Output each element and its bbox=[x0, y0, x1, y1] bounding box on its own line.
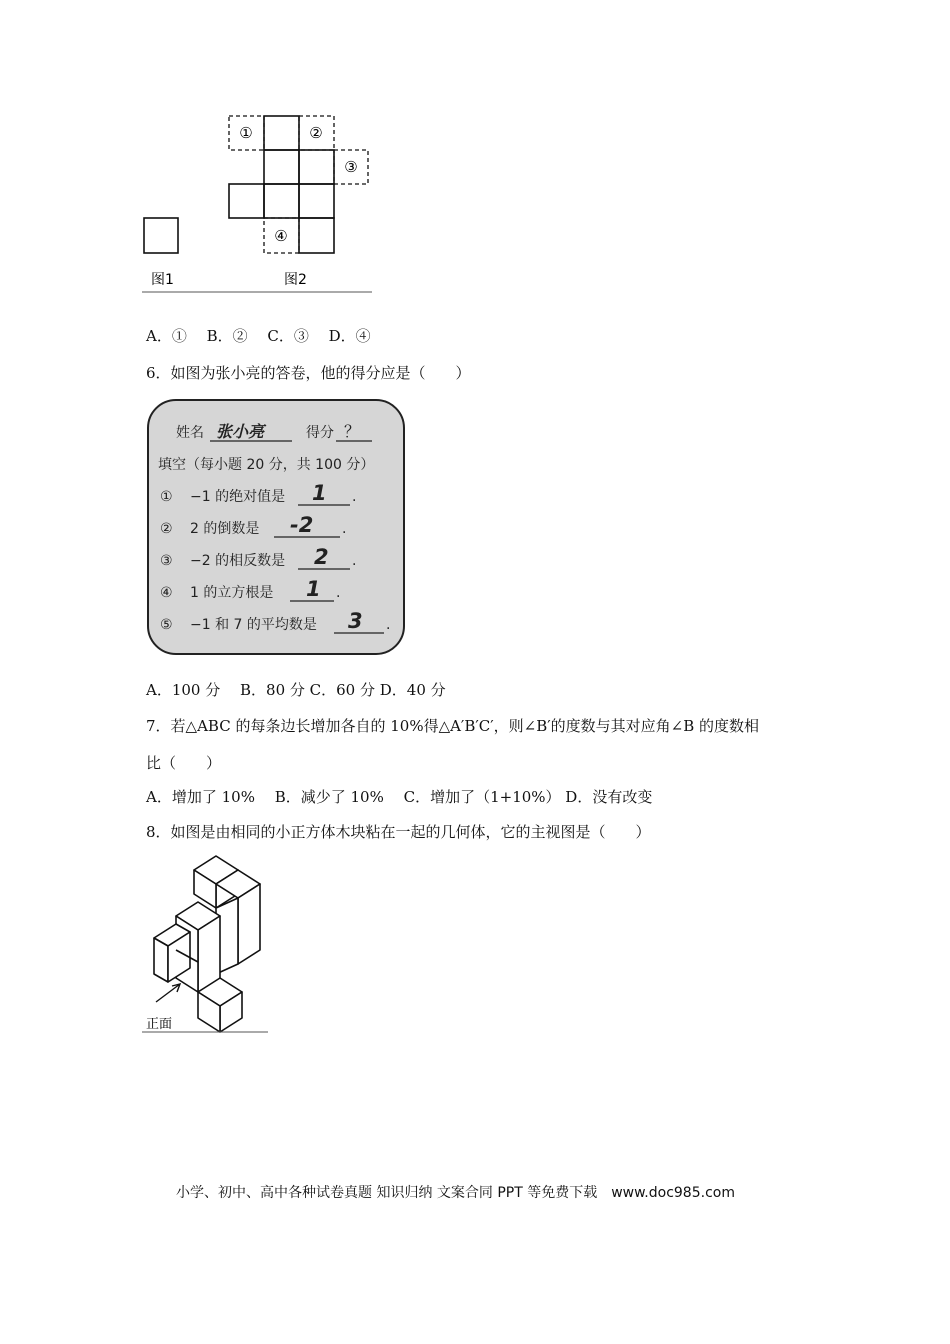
sheet-name-value: 张小亮 bbox=[216, 422, 265, 441]
sheet-item-1-text: −1 的绝对值是 bbox=[190, 489, 286, 505]
sheet-item-4-text: 1 的立方根是 bbox=[190, 585, 274, 601]
sheet-item-2-num: ② bbox=[160, 521, 173, 537]
caption-fig1: 图1 bbox=[151, 272, 174, 288]
sheet-item-2-answer: -2 bbox=[290, 513, 314, 537]
sheet-item-3-num: ③ bbox=[160, 553, 173, 569]
q7-stem-line2: 比（ ） bbox=[146, 754, 222, 772]
front-label: 正面 bbox=[146, 1017, 173, 1032]
sheet-item-5-num: ⑤ bbox=[160, 617, 173, 633]
cell-label-4: ④ bbox=[274, 227, 288, 245]
sheet-item-3-answer: 2 bbox=[314, 545, 329, 569]
answer-sheet-figure bbox=[146, 398, 406, 656]
sheet-score-label: 得分 bbox=[306, 425, 334, 441]
q6-options: A．100 分 B．80 分 C．60 分 D．40 分 bbox=[146, 681, 446, 699]
cell-label-1: ① bbox=[239, 124, 253, 142]
q8-stem: 8．如图是由相同的小正方体木块粘在一起的几何体，它的主视图是（ ） bbox=[146, 823, 651, 841]
sheet-section: 填空（每小题 20 分，共 100 分） bbox=[158, 457, 375, 473]
sheet-item-1-answer: 1 bbox=[312, 481, 327, 505]
sheet-item-4-answer: 1 bbox=[306, 577, 321, 601]
q5-options: A．① B．② C．③ D．④ bbox=[146, 327, 371, 345]
sheet-item-4-end: . bbox=[336, 585, 341, 601]
caption-fig2: 图2 bbox=[284, 272, 307, 288]
sheet-item-5-end: . bbox=[386, 617, 391, 633]
sheet-item-4-num: ④ bbox=[160, 585, 173, 601]
sheet-item-3-text: −2 的相反数是 bbox=[190, 553, 286, 569]
sheet-item-3-end: . bbox=[352, 553, 357, 569]
cube-net-figure bbox=[140, 112, 376, 296]
cube-stack-figure bbox=[140, 852, 272, 1036]
q6-stem: 6．如图为张小亮的答卷，他的得分应是（ ） bbox=[146, 364, 471, 382]
sheet-item-2-text: 2 的倒数是 bbox=[190, 521, 260, 537]
cell-label-2: ② bbox=[309, 124, 323, 142]
sheet-item-1-end: . bbox=[352, 489, 357, 505]
sheet-item-2-end: . bbox=[342, 521, 347, 537]
sheet-name-label: 姓名 bbox=[176, 425, 204, 441]
q7-stem-line1: 7．若△ABC 的每条边长增加各自的 10%得△A′B′C′，则∠B′的度数与其对应角∠B 的度数相 bbox=[146, 717, 760, 735]
q7-options: A．增加了 10% B．减少了 10% C．增加了（1+10%） D．没有改变 bbox=[146, 788, 653, 806]
sheet-item-5-answer: 3 bbox=[348, 609, 363, 633]
sheet-item-1-num: ① bbox=[160, 489, 173, 505]
sheet-score-value: ？ bbox=[344, 422, 361, 441]
cell-label-3: ③ bbox=[344, 158, 358, 176]
sheet-item-5-text: −1 和 7 的平均数是 bbox=[190, 617, 317, 633]
page-footer: 小学、初中、高中各种试卷真题 知识归纳 文案合同 PPT 等免费下载 www.doc985.com bbox=[176, 1185, 735, 1201]
